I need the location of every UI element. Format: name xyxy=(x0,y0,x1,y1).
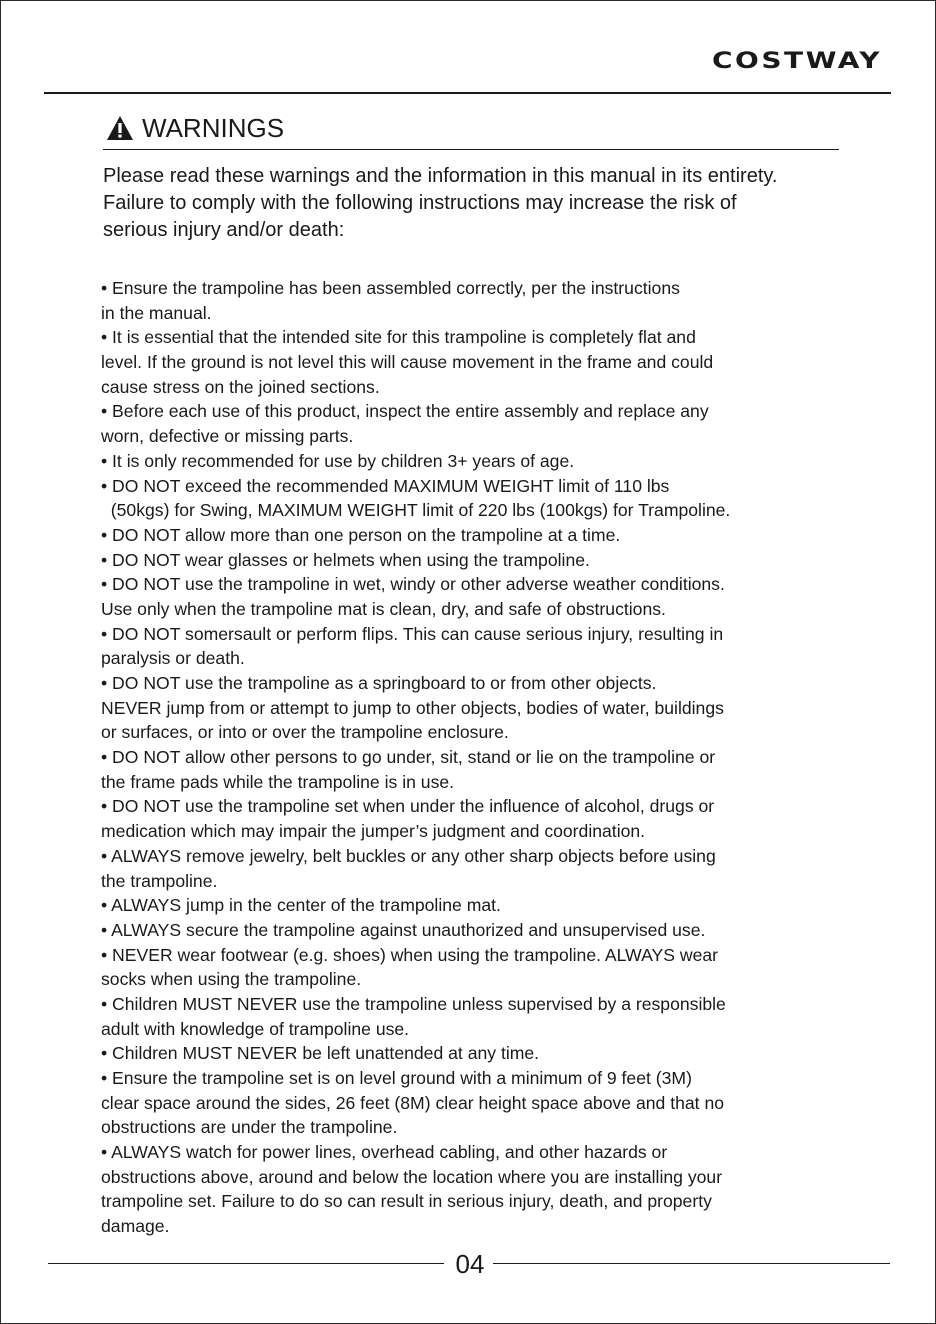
warning-line: • Children MUST NEVER use the trampoline unless supervised by a responsible xyxy=(101,993,726,1014)
warning-line: • DO NOT use the trampoline set when under the influence of alcohol, drugs or xyxy=(101,796,715,817)
warning-line: • Ensure the trampoline has been assembled correctly, per the instructions xyxy=(101,278,680,298)
intro-line: Please read these warnings and the information in this manual in its entirety. xyxy=(103,165,778,187)
warning-line: • Children MUST NEVER be left unattended at any time. xyxy=(101,1043,540,1064)
warning-line: the frame pads while the trampoline is in use. xyxy=(101,771,455,792)
warning-line: • DO NOT use the trampoline in wet, windy or other adverse weather conditions. xyxy=(101,574,725,595)
warning-line: • ALWAYS watch for power lines, overhead cabling, and other hazards or xyxy=(101,1142,668,1163)
warning-list xyxy=(101,276,891,1239)
warning-line: • DO NOT allow other persons to go under, sit, stand or lie on the trampoline or xyxy=(101,747,716,768)
warning-line: the trampoline. xyxy=(101,870,218,891)
warning-line: • DO NOT allow more than one person on the trampoline at a time. xyxy=(101,524,621,545)
warning-line: in the manual. xyxy=(101,302,212,323)
footer-divider-left xyxy=(48,1263,444,1264)
brand-logo: COSTWAY xyxy=(712,47,883,74)
warning-line: • ALWAYS jump in the center of the trampoline mat. xyxy=(101,895,501,916)
warning-line: socks when using the trampoline. xyxy=(101,969,362,990)
warning-line: medication which may impair the jumper’s judgment and coordination. xyxy=(101,821,646,842)
warnings-title: WARNINGS xyxy=(142,113,285,143)
warning-line: • Ensure the trampoline set is on level ground with a minimum of 9 feet (3M) xyxy=(101,1068,692,1088)
warning-line: trampoline set. Failure to do so can result in serious injury, death, and property xyxy=(101,1191,712,1212)
warning-line: paralysis or death. xyxy=(101,648,245,669)
warning-line: • DO NOT somersault or perform flips. This can cause serious injury, resulting in xyxy=(101,623,724,644)
warning-line: cause stress on the joined sections. xyxy=(101,376,380,397)
warning-line: level. If the ground is not level this will cause movement in the frame and could xyxy=(101,352,714,373)
intro-line: serious injury and/or death: xyxy=(103,219,345,241)
warning-line: • It is only recommended for use by children 3+ years of age. xyxy=(101,450,575,471)
warning-line: • It is essential that the intended site for this trampoline is completely flat and xyxy=(101,327,696,348)
warning-line: Use only when the trampoline mat is clean, dry, and safe of obstructions. xyxy=(101,598,666,619)
warning-line: • DO NOT exceed the recommended MAXIMUM WEIGHT limit of 110 lbs xyxy=(101,475,670,496)
warnings-heading xyxy=(106,113,284,143)
warning-line: obstructions are under the trampoline. xyxy=(101,1117,398,1138)
warning-line: worn, defective or missing parts. xyxy=(101,426,354,447)
warning-line: • ALWAYS remove jewelry, belt buckles or any other sharp objects before using xyxy=(101,845,716,866)
warning-line: • NEVER wear footwear (e.g. shoes) when using the trampoline. ALWAYS wear xyxy=(101,944,719,965)
warning-line: obstructions above, around and below the location where you are installing your xyxy=(101,1166,723,1187)
warning-triangle-icon xyxy=(106,115,134,141)
intro-paragraph xyxy=(103,163,873,244)
warning-line: or surfaces, or into or over the trampoline enclosure. xyxy=(101,722,509,743)
warning-line: damage. xyxy=(101,1216,170,1237)
warning-line: • DO NOT use the trampoline as a springboard to or from other objects. xyxy=(101,673,657,693)
warning-line: (50kgs) for Swing, MAXIMUM WEIGHT limit of 220 lbs (100kgs) for Trampoline. xyxy=(101,500,731,521)
warning-line: clear space around the sides, 26 feet (8M) clear height space above and that no xyxy=(101,1092,725,1113)
footer-divider-right xyxy=(493,1263,890,1264)
header-divider xyxy=(44,92,891,94)
warning-line: • DO NOT wear glasses or helmets when using the trampoline. xyxy=(101,549,590,570)
warning-line: NEVER jump from or attempt to jump to other objects, bodies of water, buildings xyxy=(101,697,724,718)
intro-line: Failure to comply with the following instructions may increase the risk of xyxy=(103,192,737,214)
warning-line: • Before each use of this product, inspect the entire assembly and replace any xyxy=(101,401,709,422)
warning-line: adult with knowledge of trampoline use. xyxy=(101,1018,410,1039)
page-number: 04 xyxy=(455,1249,485,1279)
warning-line: • ALWAYS secure the trampoline against unauthorized and unsupervised use. xyxy=(101,919,706,940)
heading-underline xyxy=(103,149,839,150)
